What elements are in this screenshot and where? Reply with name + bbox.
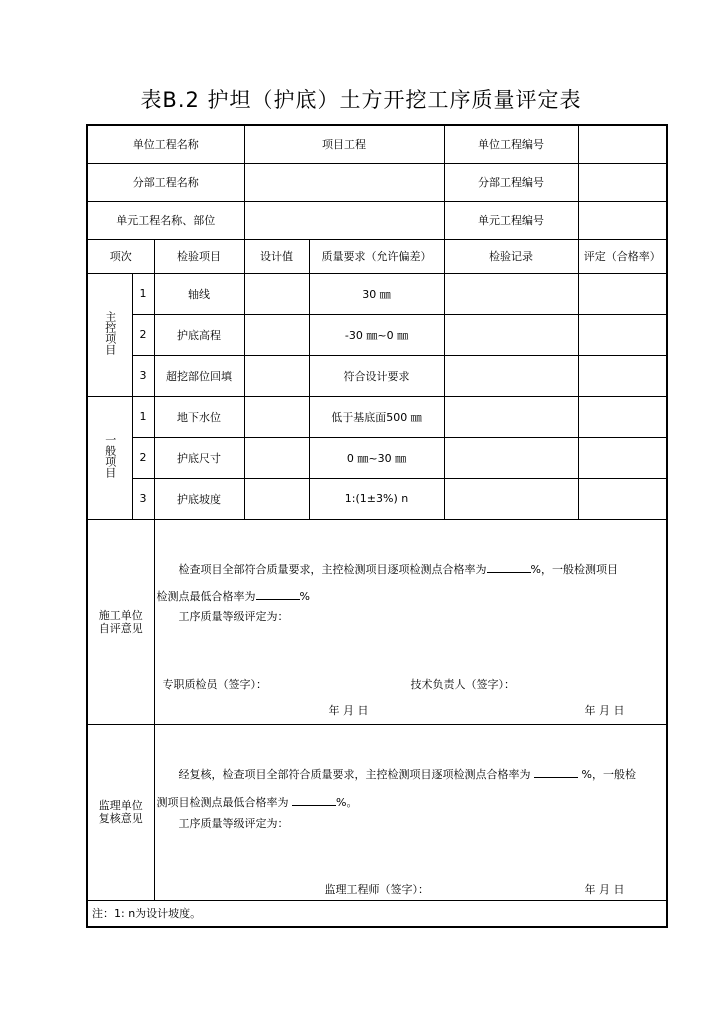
sup-main-pass-rate-blank[interactable] xyxy=(534,766,578,778)
quality-inspector-signature[interactable]: 专职质检员（签字）： xyxy=(162,677,267,691)
col-record: 检验记录 xyxy=(444,239,578,273)
element-project-code-label: 单元工程编号 xyxy=(444,201,578,239)
supervision-opinion-label: 监理单位 复核意见 xyxy=(87,724,154,900)
item-name: 护底坡度 xyxy=(154,478,244,519)
supervision-opinion-content[interactable] xyxy=(154,724,667,900)
note-text: 注：1: n为设计坡度。 xyxy=(87,900,667,927)
form-title: 表B.2 护坦（护底）土方开挖工序质量评定表 xyxy=(140,88,582,112)
design-value-cell[interactable] xyxy=(244,273,309,314)
design-value-cell[interactable] xyxy=(244,396,309,437)
item-no: 3 xyxy=(132,478,154,519)
item-name: 地下水位 xyxy=(154,396,244,437)
rating-cell[interactable] xyxy=(578,437,667,478)
quality-req: 符合设计要求 xyxy=(309,355,444,396)
main-control-label: 主控项目 xyxy=(87,273,132,396)
main-pass-rate-blank[interactable] xyxy=(487,561,531,573)
quality-req: 低于基底面500 ㎜ xyxy=(309,396,444,437)
design-value-cell[interactable] xyxy=(244,478,309,519)
quality-req: 30 ㎜ xyxy=(309,273,444,314)
division-project-code-label: 分部工程编号 xyxy=(444,163,578,201)
header-row-element xyxy=(87,201,667,239)
item-name: 轴线 xyxy=(154,273,244,314)
item-no: 1 xyxy=(132,396,154,437)
general-item-row xyxy=(87,396,667,437)
element-project-name-label: 单元工程名称、部位 xyxy=(87,201,244,239)
supervision-line-1: 经复核，检查项目全部符合质量要求，主控检测项目逐项检测点合格率为 %，一般检 xyxy=(178,767,636,781)
item-no: 3 xyxy=(132,355,154,396)
division-project-name-label: 分部工程名称 xyxy=(87,163,244,201)
unit-project-code-label: 单位工程编号 xyxy=(444,125,578,163)
quality-req: -30 ㎜~0 ㎜ xyxy=(309,314,444,355)
construction-opinion-row xyxy=(87,519,667,724)
sup-general-min-rate-blank[interactable] xyxy=(292,794,336,806)
item-no: 2 xyxy=(132,314,154,355)
item-name: 护底尺寸 xyxy=(154,437,244,478)
supervision-opinion-row xyxy=(87,724,667,900)
construction-grade-line: 工序质量等级评定为： xyxy=(178,609,289,623)
supervision-line-2: 测项目检测点最低合格率为 %。 xyxy=(156,795,358,809)
unit-project-name-label: 单位工程名称 xyxy=(87,125,244,163)
construction-opinion-label: 施工单位 自评意见 xyxy=(87,519,154,724)
note-row xyxy=(87,900,667,927)
construction-date-left[interactable]: 年 月 日 xyxy=(328,703,369,717)
rating-cell[interactable] xyxy=(578,396,667,437)
construction-line-1: 检查项目全部符合质量要求，主控检测项目逐项检测点合格率为 %，一般检测项目 xyxy=(178,562,618,576)
quality-req: 1:(1±3%) n xyxy=(309,478,444,519)
division-project-code-value[interactable] xyxy=(578,163,667,201)
col-design-value: 设计值 xyxy=(244,239,309,273)
item-no: 1 xyxy=(132,273,154,314)
record-cell[interactable] xyxy=(444,478,578,519)
col-rating: 评定（合格率） xyxy=(578,239,667,273)
main-item-row xyxy=(87,355,667,396)
rating-cell[interactable] xyxy=(578,314,667,355)
header-row-unit xyxy=(87,125,667,163)
column-header-row xyxy=(87,239,667,273)
construction-line-2: 检测点最低合格率为 % xyxy=(156,589,310,603)
item-name: 超挖部位回填 xyxy=(154,355,244,396)
general-label: 一般项目 xyxy=(87,396,132,519)
record-cell[interactable] xyxy=(444,314,578,355)
general-min-rate-blank[interactable] xyxy=(256,588,300,600)
supervision-date[interactable]: 年 月 日 xyxy=(584,882,625,896)
quality-req: 0 ㎜~30 ㎜ xyxy=(309,437,444,478)
record-cell[interactable] xyxy=(444,437,578,478)
item-no: 2 xyxy=(132,437,154,478)
rating-cell[interactable] xyxy=(578,273,667,314)
record-cell[interactable] xyxy=(444,273,578,314)
unit-project-name-value[interactable]: 项目工程 xyxy=(244,125,444,163)
construction-opinion-content[interactable] xyxy=(154,519,667,724)
general-item-row xyxy=(87,478,667,519)
col-item-no: 项次 xyxy=(87,239,154,273)
tech-lead-signature[interactable]: 技术负责人（签字）： xyxy=(410,677,515,691)
construction-date-right[interactable]: 年 月 日 xyxy=(584,703,625,717)
division-project-name-value[interactable] xyxy=(244,163,444,201)
main-item-row xyxy=(87,314,667,355)
general-item-row xyxy=(87,437,667,478)
design-value-cell[interactable] xyxy=(244,314,309,355)
record-cell[interactable] xyxy=(444,396,578,437)
main-item-row xyxy=(87,273,667,314)
design-value-cell[interactable] xyxy=(244,355,309,396)
supervision-grade-line: 工序质量等级评定为： xyxy=(178,816,289,830)
col-check-item: 检验项目 xyxy=(154,239,244,273)
unit-project-code-value[interactable] xyxy=(578,125,667,163)
quality-assessment-table xyxy=(86,124,668,928)
col-quality-req: 质量要求（允许偏差） xyxy=(309,239,444,273)
element-project-name-value[interactable] xyxy=(244,201,444,239)
item-name: 护底高程 xyxy=(154,314,244,355)
record-cell[interactable] xyxy=(444,355,578,396)
element-project-code-value[interactable] xyxy=(578,201,667,239)
supervision-engineer-signature[interactable]: 监理工程师（签字）： xyxy=(324,882,429,896)
design-value-cell[interactable] xyxy=(244,437,309,478)
rating-cell[interactable] xyxy=(578,355,667,396)
rating-cell[interactable] xyxy=(578,478,667,519)
header-row-division xyxy=(87,163,667,201)
